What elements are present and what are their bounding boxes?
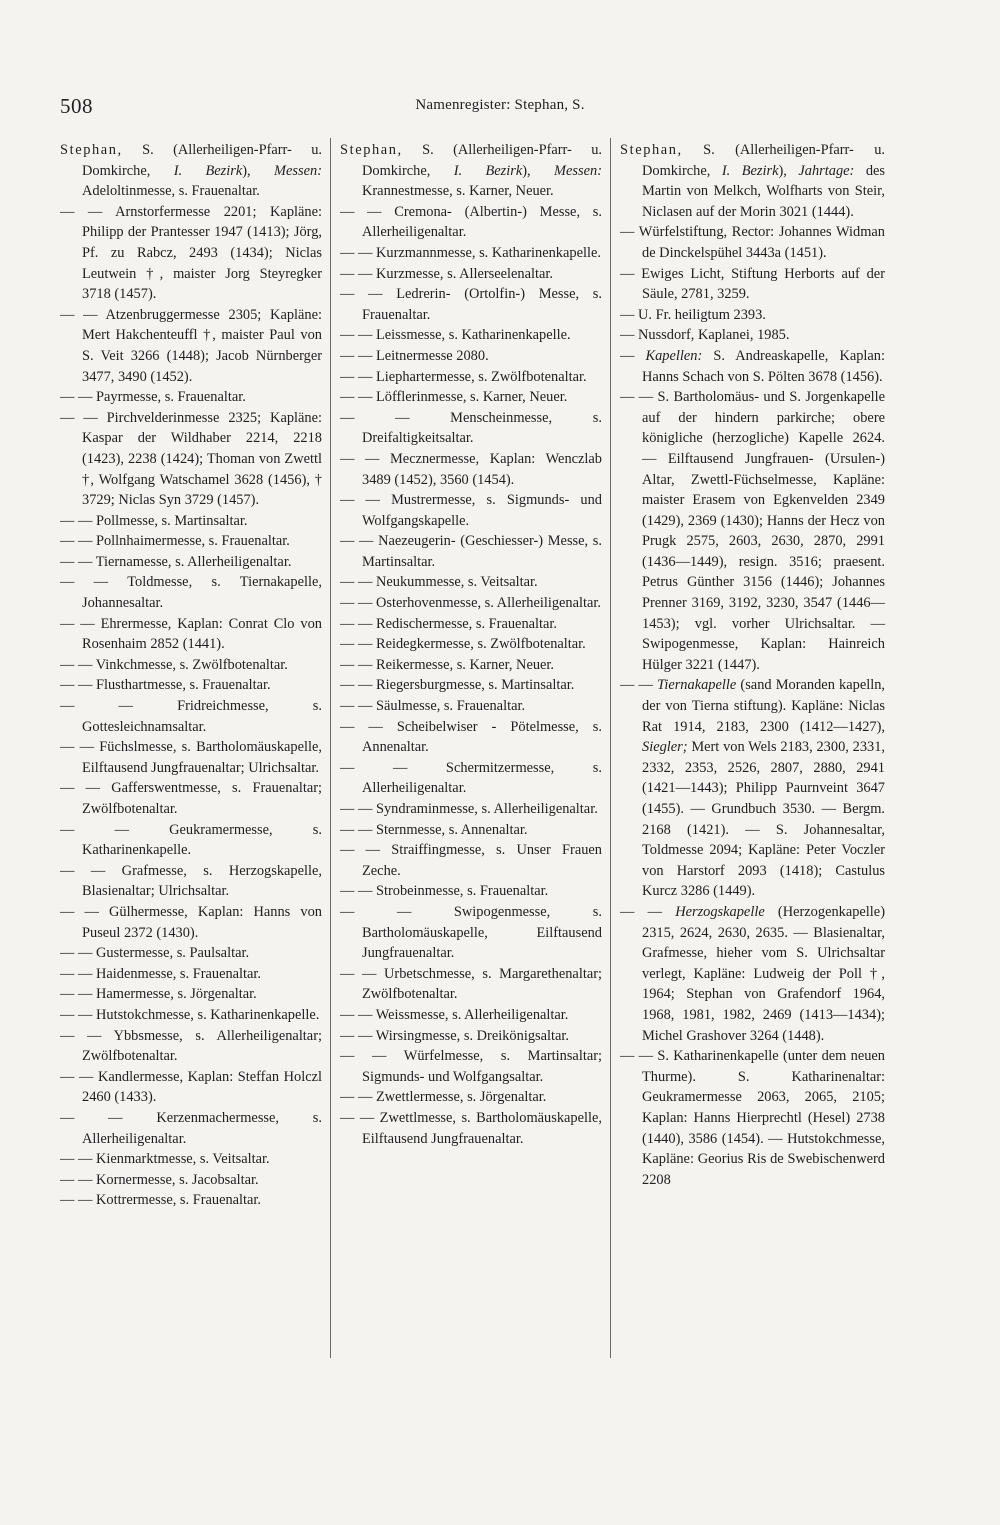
index-entry: — — Riegersburgmesse, s. Martinsaltar.	[340, 677, 575, 694]
index-entry: — — Atzenbruggermesse 2305; Kapläne: Mert Hakchenteuffl †, maister Paul von S. Veit 3266 (1448); Jacob Nürnberger 3477, 3490 (1452).	[60, 306, 322, 385]
index-entry: — — Sternmesse, s. Annenaltar.	[340, 821, 528, 838]
index-entry: — — Kottrermesse, s. Frauenaltar.	[60, 1192, 262, 1209]
column-rule	[610, 138, 611, 1358]
index-entry: — — Payrmesse, s. Frauenaltar.	[60, 389, 246, 406]
index-entry: — — Osterhovenmesse, s. Allerheiligenaltar.	[340, 595, 601, 612]
index-entry: — — Neukummesse, s. Veitsaltar.	[340, 574, 538, 591]
index-entry: — — Ledrerin- (Ortolfin-) Messe, s. Frauenaltar.	[340, 286, 602, 323]
index-column-1	[60, 140, 322, 1211]
index-entry: — — Scheibelwiser - Pötelmesse, s. Annenaltar.	[340, 718, 602, 756]
index-entry: — — Pirchvelderinmesse 2325; Kapläne: Kaspar der Wildhaber 2214, 2218 (1423), 2238 (1424); Thoman von Zwettl †, Wolfgang Watschamel 3628 (1456), † 3729; Niclas Syn 3729 (1457).	[60, 409, 322, 509]
index-entry: — — Mecznermesse, Kaplan: Wenczlab 3489 (1452), 3560 (1454).	[340, 450, 602, 488]
index-entry: — — Leissmesse, s. Katharinenkapelle.	[340, 327, 571, 344]
index-entry: — — Gustermesse, s. Paulsaltar.	[60, 945, 250, 962]
index-entry: — — Wirsingmesse, s. Dreikönigsaltar.	[340, 1027, 569, 1044]
index-entry: — — Ehrermesse, Kaplan: Conrat Clo von Rosenhaim 2852 (1441).	[60, 615, 322, 653]
index-entry: — — Mustrermesse, s. Sigmunds- und Wolfgangskapelle.	[340, 492, 602, 529]
index-entry: — — Toldmesse, s. Tiernakapelle, Johannesaltar.	[60, 574, 322, 612]
index-entry: — — Schermitzermesse, s. Allerheiligenaltar.	[340, 759, 602, 797]
index-entry: — — Hamermesse, s. Jörgenaltar.	[60, 986, 257, 1003]
index-entry: — — Pollnhaimermesse, s. Frauenaltar.	[60, 533, 290, 550]
index-entry: — — Menscheinmesse, s. Dreifaltigkeitsaltar.	[340, 409, 602, 447]
index-entry: — — Löfflerinmesse, s. Karner, Neuer.	[340, 389, 568, 406]
index-column-2	[340, 140, 602, 1149]
index-entry: Stephan, S. (Allerheiligen-Pfarr- u. Domkirche, I. Bezirk), Messen: Krannestmesse, s. Karner, Neuer.	[340, 142, 602, 200]
index-entry: — — Würfelmesse, s. Martinsaltar; Sigmunds- und Wolfgangsaltar.	[340, 1048, 602, 1085]
index-entry: — — Haidenmesse, s. Frauenaltar.	[60, 965, 262, 982]
index-entry: — — Weissmesse, s. Allerheiligenaltar.	[340, 1006, 569, 1023]
index-entry: — — Vinkchmesse, s. Zwölfbotenaltar.	[60, 656, 288, 673]
index-entry: — — Herzogskapelle (Herzogenkapelle) 2315, 2624, 2630, 2635. — Blasienaltar, Grafmesse, hieher vom S. Ulrichsaltar verlegt, Kapläne: Ludweig der Poll †, 1964; Stephan von Grafendorf 1964, 1968, 1981, 1982, 2469 (1413—1434); Michel Grashover 3264 (1448).	[620, 903, 885, 1044]
index-entry: Stephan, S. (Allerheiligen-Pfarr- u. Domkirche, I. Bezirk), Jahrtage: des Martin von Melkch, Wolfharts von Steir, Niclasen auf der Morin 3021 (1444).	[620, 142, 885, 220]
index-entry: — — Flusthartmesse, s. Frauenaltar.	[60, 677, 271, 694]
index-entry: — — Straiffingmesse, s. Unser Frauen Zeche.	[340, 842, 602, 879]
running-title: Namenregister: Stephan, S.	[415, 97, 585, 113]
index-entry: — — Kienmarktmesse, s. Veitsaltar.	[60, 1151, 270, 1168]
index-entry: — — Reidegkermesse, s. Zwölfbotenaltar.	[340, 636, 586, 653]
index-entry: — Nussdorf, Kaplanei, 1985.	[620, 327, 790, 344]
index-entry: — — Säulmesse, s. Frauenaltar.	[340, 698, 526, 715]
index-entry: — — Urbetschmesse, s. Margarethenaltar; Zwölfbotenaltar.	[340, 965, 602, 1003]
index-entry: — — Kornermesse, s. Jacobsaltar.	[60, 1171, 259, 1188]
index-entry: — — Kurzmannmesse, s. Katharinenkapelle.	[340, 244, 601, 261]
index-entry: — — Ybbsmesse, s. Allerheiligenaltar; Zwölfbotenaltar.	[60, 1027, 322, 1065]
index-entry: — — Geukramermesse, s. Katharinenkapelle.	[60, 821, 322, 859]
index-entry: — Ewiges Licht, Stiftung Herborts auf der Säule, 2781, 3259.	[620, 265, 885, 303]
index-entry: — — Zwettlmesse, s. Bartholomäuskapelle, Eilftausend Jungfrauenaltar.	[340, 1109, 602, 1147]
index-entry: — — Gülhermesse, Kaplan: Hanns von Puseul 2372 (1430).	[60, 903, 322, 941]
index-entry: — — Naezeugerin- (Geschiesser-) Messe, s. Martinsaltar.	[340, 533, 602, 570]
page-number: 508	[60, 94, 93, 118]
index-entry: — — Syndraminmesse, s. Allerheiligenaltar.	[340, 801, 598, 817]
index-entry: Stephan, S. (Allerheiligen-Pfarr- u. Domkirche, I. Bezirk), Messen: Adeloltinmesse, s. Frauenaltar.	[60, 142, 322, 200]
index-entry: — — S. Bartholomäus- und S. Jorgenkapelle auf der hindern parkirche; obere königliche (herzogliche) Kapelle 2624. — Eilftausend Jungfrauen- (Ursulen-) Altar, Zwettl-Füchselmesse, Kapläne: maister Erasem von Egkenvelden 2349 (1429), 2369 (1430); Hanns der Hecz von Prugk 2575, 2603, 2630, 2870, 2991 (1436—1449), resign. 3516; praesent. Petrus Günther 3156 (1446); Johannes Prenner 3169, 3192, 3230, 3547 (1446—1453); vgl. vorher Ulrichsaltar. — Swipogenmesse, Kaplan: Hainreich Hülger 3221 (1447).	[620, 389, 885, 673]
index-entry: — — Tiernamesse, s. Allerheiligenaltar.	[60, 553, 292, 570]
index-entry: — — Kerzenmachermesse, s. Allerheiligenaltar.	[60, 1109, 322, 1147]
index-entry: — — Kurzmesse, s. Allerseelenaltar.	[340, 265, 553, 282]
index-entry: — — Pollmesse, s. Martinsaltar.	[60, 512, 248, 529]
index-entry: — — Hutstokchmesse, s. Katharinenkapelle.	[60, 1006, 320, 1023]
index-entry: — — Gafferswentmesse, s. Frauenaltar; Zwölfbotenaltar.	[60, 780, 322, 817]
index-entry: — U. Fr. heiligtum 2393.	[620, 306, 766, 323]
index-column-3	[620, 140, 885, 1190]
index-entry: — — S. Katharinenkapelle (unter dem neuen Thurme). S. Katharinenaltar: Geukramermesse 2063, 2065, 2105; Kaplan: Hanns Hierprechtl (Hesel) 2738 (1440), 3586 (1454). — Hutstokchmesse, Kapläne: Georius Ris de Swebischenwerd 2208	[620, 1048, 885, 1188]
index-entry: — Kapellen: S. Andreaskapelle, Kaplan: Hanns Schach von S. Pölten 3678 (1456).	[620, 347, 885, 385]
index-entry: — — Zwettlermesse, s. Jörgenaltar.	[340, 1089, 547, 1106]
index-entry: — — Redischermesse, s. Frauenaltar.	[340, 615, 558, 632]
index-entry: — — Füchslmesse, s. Bartholomäuskapelle, Eilftausend Jungfrauenaltar; Ulrichsaltar.	[60, 739, 322, 776]
index-entry: — — Grafmesse, s. Herzogskapelle, Blasienaltar; Ulrichsaltar.	[60, 862, 322, 900]
index-entry: — — Tiernakapelle (sand Moranden kapelln, der von Tierna stiftung). Kapläne: Niclas Rat 1914, 2183, 2300 (1412—1427), Siegler; Mert von Wels 2183, 2300, 2331, 2332, 2353, 2526, 2807, 2880, 2941 (1421—1443); Philipp Paurnveint 3647 (1455). — Grundbuch 3530. — Bergm. 2168 (1421). — S. Johannesaltar, Toldmesse 2094; Kapläne: Peter Voczler von Harstorf 2093 (1418); Castulus Kurcz 3286 (1449).	[620, 677, 885, 900]
index-entry: — — Reikermesse, s. Karner, Neuer.	[340, 656, 555, 673]
column-rule	[330, 138, 331, 1358]
index-entry: — Würfelstiftung, Rector: Johannes Widman de Dinckelspühel 3443a (1451).	[620, 224, 885, 261]
index-entry: — — Leitnermesse 2080.	[340, 347, 489, 364]
index-entry: — — Swipogenmesse, s. Bartholomäuskapelle, Eilftausend Jungfrauenaltar.	[340, 903, 602, 962]
index-entry: — — Liephartermesse, s. Zwölfbotenaltar.	[340, 368, 587, 385]
index-entry: — — Strobeinmesse, s. Frauenaltar.	[340, 883, 549, 900]
index-entry: — — Fridreichmesse, s. Gottesleichnamsaltar.	[60, 698, 322, 735]
index-entry: — — Cremona- (Albertin-) Messe, s. Allerheiligenaltar.	[340, 203, 602, 241]
index-entry: — — Arnstorfermesse 2201; Kapläne: Philipp der Prantesser 1947 (1413); Jörg, Pf. zu Rabcz, 2493 (1434); Niclas Leutwein †, maister Jorg Steyregker 3718 (1457).	[60, 203, 322, 303]
index-entry: — — Kandlermesse, Kaplan: Steffan Holczl 2460 (1433).	[60, 1068, 322, 1106]
